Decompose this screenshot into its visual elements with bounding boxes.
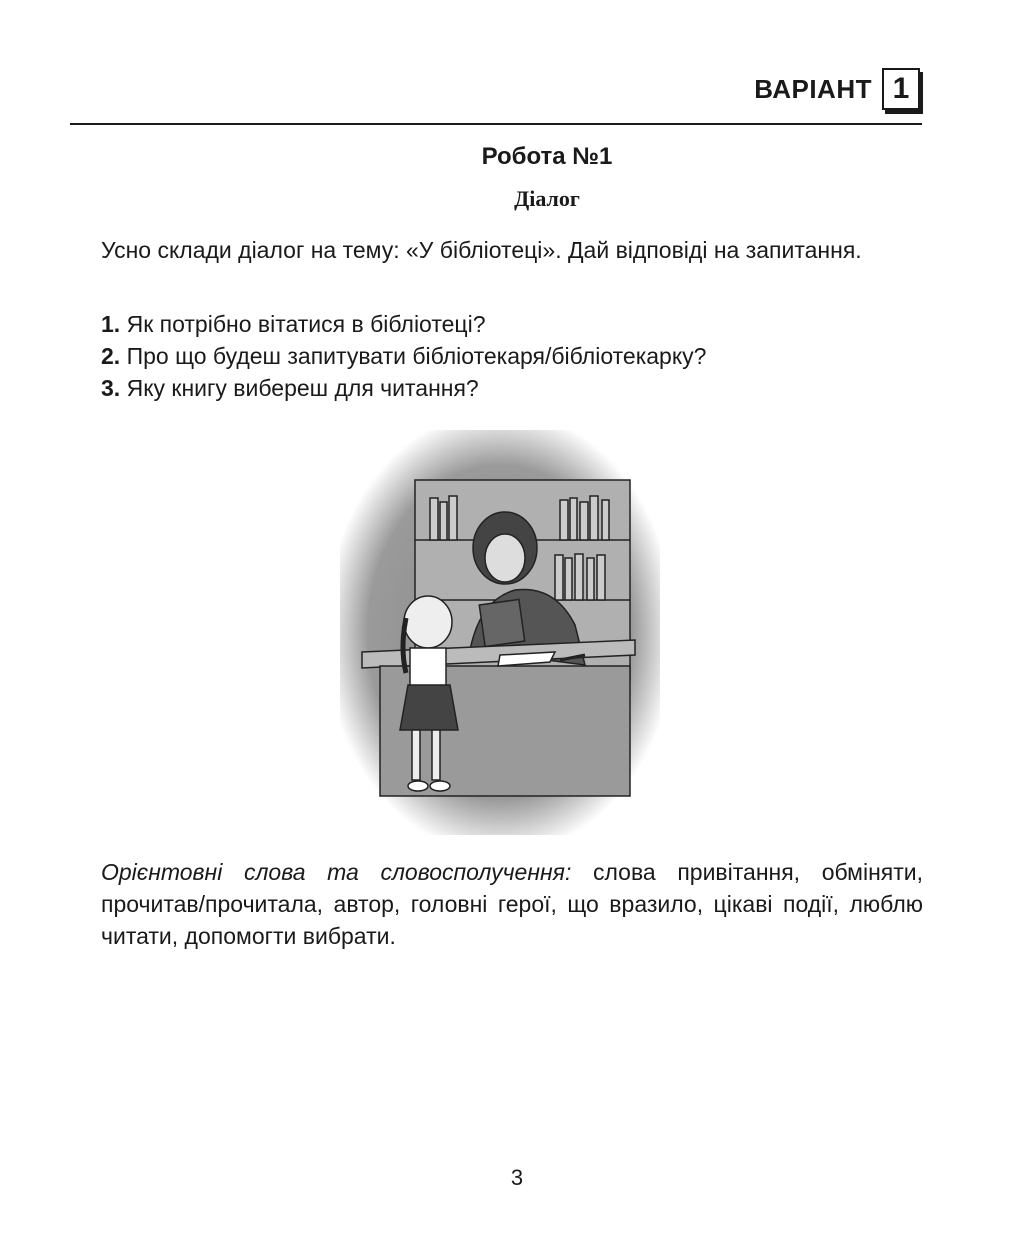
page-number: 3 [510, 1165, 524, 1190]
question-item [101, 372, 923, 404]
variant-header [754, 68, 920, 110]
page-title: Робота №1 [481, 143, 613, 170]
question-number: 2. [101, 343, 121, 369]
question-text: Як потрібно вітатися в бібліотеці? [126, 311, 486, 337]
header-rule [70, 123, 922, 125]
question-item [101, 308, 923, 340]
question-list [101, 308, 923, 404]
suggested-words-text: слова привітання, обміняти, прочитав/прочитала, автор, головні герої, що вразило, цікаві події, люблю читати, допомогти вибрати. [101, 859, 924, 949]
question-text: Про що будеш запитувати бібліотекаря/бібліотекарку? [126, 343, 707, 369]
task-intro: Усно склади діалог на тему: «У бібліотеці». Дай відповіді на запитання. [101, 237, 862, 263]
variant-label: ВАРІАНТ [754, 73, 872, 104]
library-illustration [340, 430, 660, 835]
variant-number: 1 [882, 68, 920, 110]
question-item [101, 340, 923, 372]
question-number: 3. [101, 375, 121, 401]
question-number: 1. [101, 311, 121, 337]
page-subtitle: Діалог [514, 186, 580, 211]
suggested-words-label: Орієнтовні слова та словосполучення: [101, 859, 572, 885]
question-text: Яку книгу вибереш для читання? [126, 375, 479, 401]
suggested-words [101, 856, 923, 952]
